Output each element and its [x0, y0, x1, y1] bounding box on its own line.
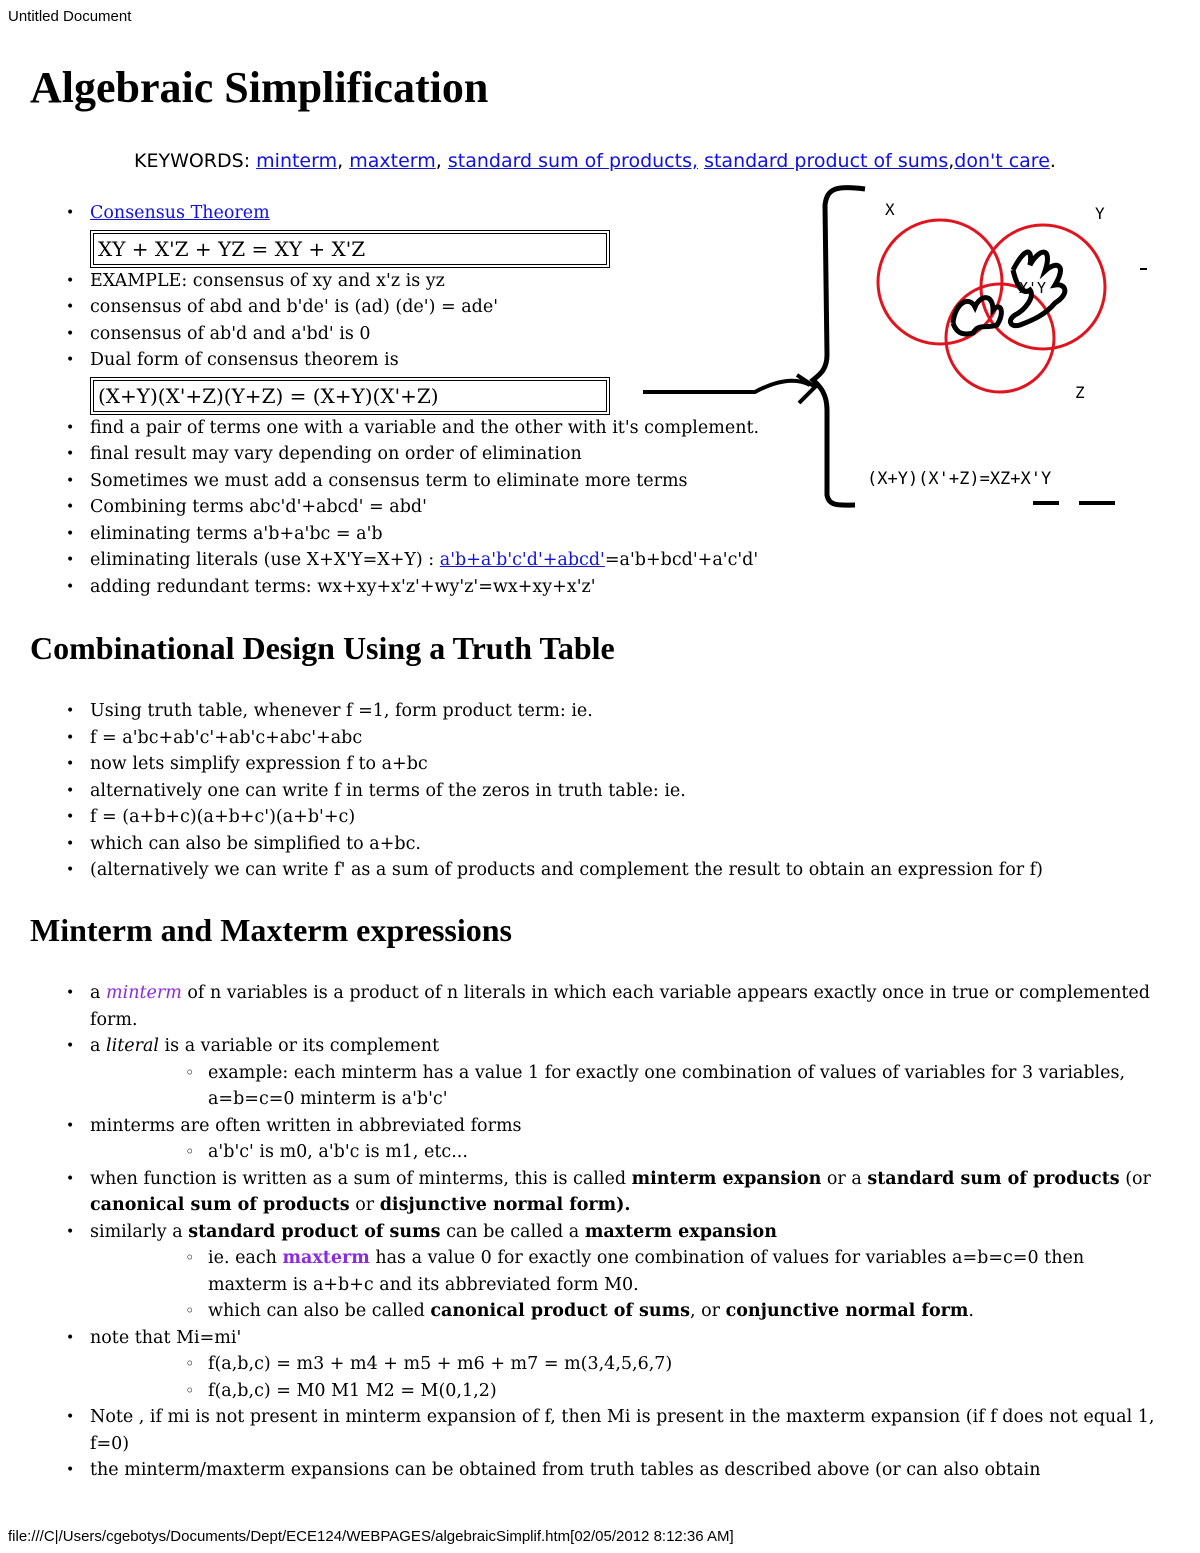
text: or a	[821, 1168, 868, 1189]
text: or	[349, 1195, 380, 1215]
keyword-link-standard-product-of-sums[interactable]: standard product of sums	[704, 150, 949, 172]
text: .	[968, 1301, 974, 1321]
list-item: • which can also be simplified to a+bc.	[30, 831, 1180, 858]
list-item: • alternatively one can write f in terms of the zeros in truth table: ie.	[30, 778, 1180, 805]
page-header: Untitled Document	[8, 8, 132, 25]
sublist	[90, 1351, 1160, 1404]
label-y: Y	[1095, 204, 1105, 223]
list-item	[30, 1325, 1160, 1405]
text: has a value 0 for exactly one combination of values for variables a=b=c=0 then maxterm is a+b+c and its abbreviated form M0.	[208, 1248, 1085, 1295]
list-item	[30, 1033, 1160, 1113]
bold-text: standard sum of products	[867, 1168, 1120, 1189]
bold-text: canonical product of sums	[430, 1301, 690, 1321]
sub-list-item: ◦ a'b'c' is m0, a'b'c is m1, etc...	[90, 1139, 1160, 1166]
maxterm-term: maxterm	[282, 1248, 370, 1268]
elim-prefix: eliminating literals (use X+X'Y=X+Y) :	[90, 550, 440, 570]
bracket	[813, 188, 865, 506]
text: note that Mi=mi'	[90, 1327, 242, 1348]
label-region: X'Y	[1019, 279, 1047, 297]
keywords-line: KEYWORDS: minterm, maxterm, standard sum of products, standard product of sums,don't care.	[134, 150, 1056, 172]
sub-list-item	[90, 1298, 1160, 1325]
page-footer: file:///C|/Users/cgebotys/Documents/Dept/ECE124/WEBPAGES/algebraicSimplif.htm[02/05/2012 8:12:36 AM]	[8, 1528, 734, 1545]
list-item: • now lets simplify expression f to a+bc	[30, 751, 1180, 778]
list-item: • final result may vary depending on order of elimination	[30, 441, 830, 468]
keywords-label: KEYWORDS:	[134, 150, 251, 172]
elim-suffix: =a'b+bcd'+a'c'd'	[604, 550, 759, 570]
list-item: • find a pair of terms one with a variable and the other with it's complement.	[30, 415, 830, 442]
elim-literals-link[interactable]: a'b+a'b'c'd'+abcd'	[439, 550, 605, 570]
text: which can also be called	[208, 1301, 431, 1321]
list-item: • consensus of ab'd and a'bd' is 0	[30, 321, 830, 348]
keyword-link-standard-sum-of-products[interactable]: standard sum of products,	[447, 150, 699, 172]
keyword-link-dont-care[interactable]: don't care	[954, 150, 1050, 172]
sub-list-item: ◦ example: each minterm has a value 1 for exactly one combination of values of variables for 3 variables, a=b=c=0 minterm is a'b'c'	[90, 1060, 1160, 1113]
list-item: • f = a'bc+ab'c'+ab'c+abc'+abc	[30, 725, 1180, 752]
text: can be called a	[440, 1221, 585, 1242]
list-item: • Dual form of consensus theorem is	[30, 347, 830, 374]
dual-formula-box: (X+Y)(X'+Z)(Y+Z) = (X+Y)(X'+Z)	[90, 377, 610, 415]
text: when function is written as a sum of minterms, this is called	[90, 1168, 632, 1189]
list-item	[30, 1113, 1160, 1166]
list-item: • Combining terms abc'd'+abcd' = abd'	[30, 494, 830, 521]
sublist	[90, 1139, 1160, 1166]
venn-diagram	[635, 175, 1165, 520]
list-item: • the minterm/maxterm expansions can be obtained from truth tables as described above (or can also obtain	[30, 1457, 1160, 1484]
consensus-theorem-link[interactable]: Consensus Theorem	[90, 203, 270, 223]
bold-text: disjunctive normal form).	[379, 1195, 631, 1215]
consensus-formula-box: XY + X'Z + YZ = XY + X'Z	[90, 230, 610, 268]
section-heading-truth-table: Combinational Design Using a Truth Table	[30, 630, 615, 666]
list-item: • consensus of abd and b'de' is (ad) (de') = ade'	[30, 294, 830, 321]
text: a	[90, 983, 106, 1003]
text: a	[90, 1036, 106, 1056]
list-item: • f = (a+b+c)(a+b+c')(a+b'+c)	[30, 804, 1180, 831]
sublist	[90, 1060, 1160, 1113]
text: similarly a	[90, 1221, 189, 1242]
section-heading-minterm: Minterm and Maxterm expressions	[30, 912, 512, 948]
list-item: • adding redundant terms: wx+xy+x'z'+wy'z'=wx+xy+x'z'	[30, 574, 830, 601]
minterm-term: minterm	[106, 983, 182, 1003]
bold-text: canonical sum of products	[90, 1195, 350, 1215]
label-x: X	[885, 200, 895, 219]
keyword-link-maxterm[interactable]: maxterm	[349, 150, 436, 172]
venn-equation: (X+Y)(X'+Z)=XZ+X'Y	[867, 469, 1052, 489]
sublist	[90, 1245, 1160, 1325]
text: is a variable or its complement	[158, 1036, 440, 1056]
sub-list-item: ◦ f(a,b,c) = M0 M1 M2 = M(0,1,2)	[90, 1378, 1160, 1405]
text: , or	[690, 1301, 726, 1321]
bold-text: minterm expansion	[631, 1168, 822, 1189]
page-title: Algebraic Simplification	[30, 63, 489, 112]
truth-table-list	[30, 698, 1180, 884]
bold-text: conjunctive normal form	[725, 1301, 969, 1321]
list-item: • Using truth table, whenever f =1, form product term: ie.	[30, 698, 1180, 725]
list-item: • (alternatively we can write f' as a sum of products and complement the result to obtain an expression for f)	[30, 857, 1180, 884]
text: of n variables is a product of n literals in which each variable appears exactly once in true or complemented form.	[90, 983, 1150, 1030]
text: minterms are often written in abbreviated forms	[90, 1115, 522, 1136]
bold-text: maxterm expansion	[584, 1221, 777, 1242]
scribble-xz	[953, 298, 1001, 334]
list-item	[30, 547, 830, 574]
minterm-list	[30, 980, 1160, 1484]
arrow-line	[643, 381, 810, 392]
text: (or	[1119, 1168, 1151, 1189]
text: ie. each	[208, 1248, 283, 1268]
literal-term: literal	[106, 1036, 159, 1056]
list-item	[30, 1219, 1160, 1325]
label-z: Z	[1075, 383, 1085, 402]
list-item	[30, 980, 1160, 1033]
bold-text: standard product of sums	[188, 1221, 441, 1242]
list-item: • Note , if mi is not present in minterm expansion of f, then Mi is present in the maxterm expansion (if f does not equal 1, f=0)	[30, 1404, 1160, 1457]
sub-list-item: ◦ f(a,b,c) = m3 + m4 + m5 + m6 + m7 = m(3,4,5,6,7)	[90, 1351, 1160, 1378]
list-item: • EXAMPLE: consensus of xy and x'z is yz	[30, 268, 830, 295]
list-item: • eliminating terms a'b+a'bc = a'b	[30, 521, 830, 548]
list-item: • Sometimes we must add a consensus term to eliminate more terms	[30, 468, 830, 495]
sub-list-item	[90, 1245, 1160, 1298]
keyword-link-minterm[interactable]: minterm	[256, 150, 338, 172]
list-item	[30, 1166, 1160, 1219]
